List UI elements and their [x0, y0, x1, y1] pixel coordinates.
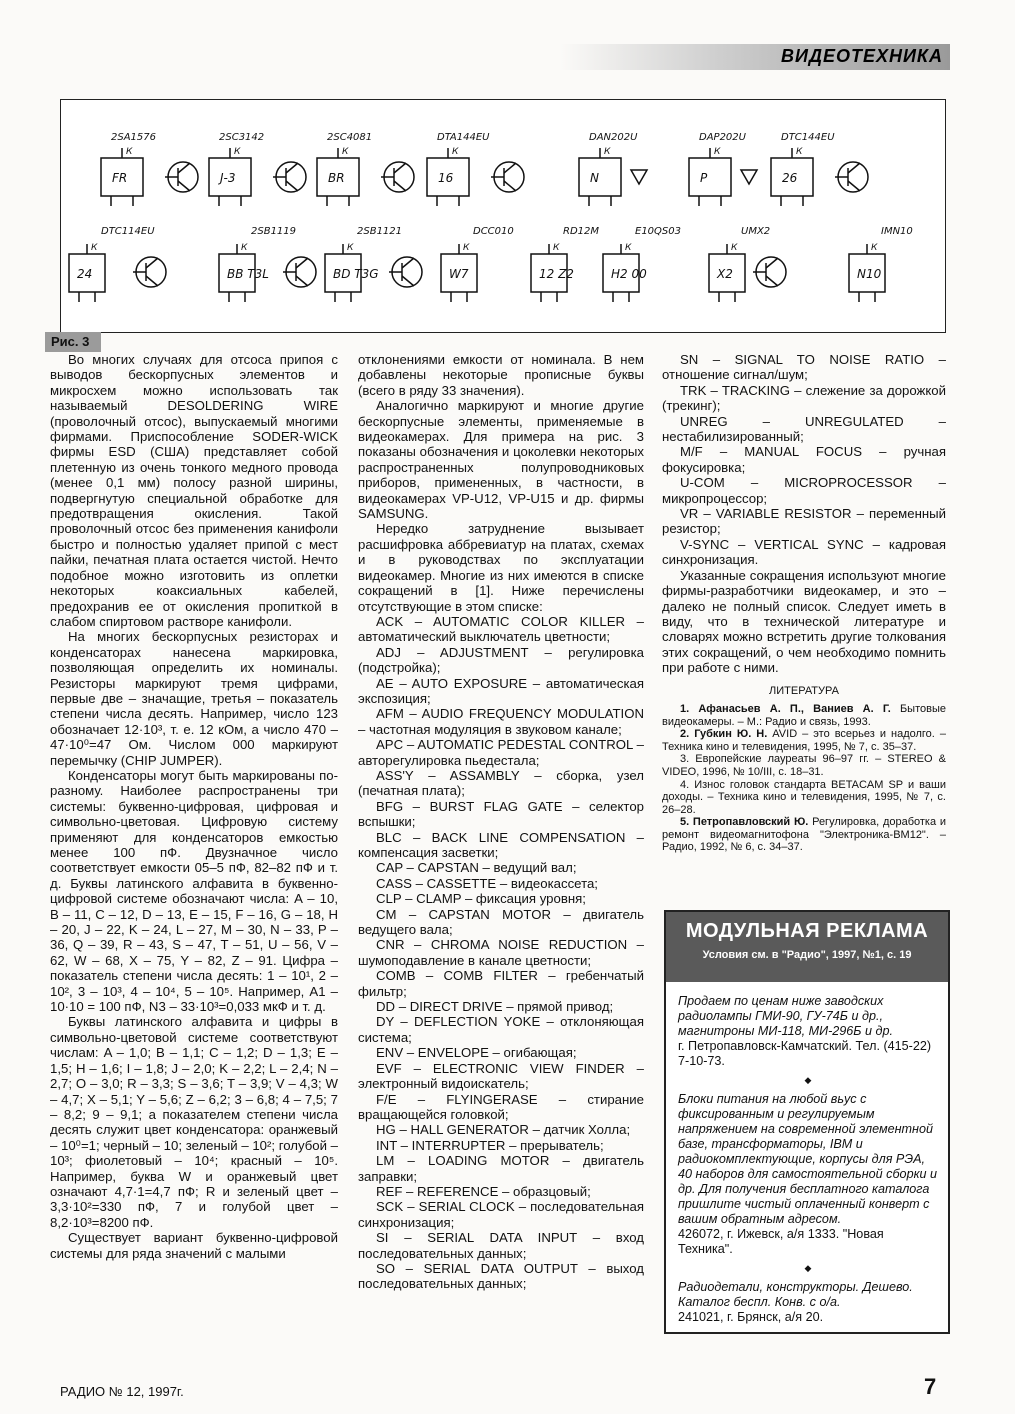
abbreviation-item: ADJ – ADJUSTMENT – регулировка (подстройка); — [358, 644, 644, 676]
pin-label: К — [241, 243, 248, 253]
transistor-emitter — [146, 276, 158, 286]
pin-label: К — [553, 243, 560, 253]
transistor-collector — [394, 163, 406, 173]
transistor-emitter — [178, 181, 190, 191]
abbreviation-item: BFG – BURST FLAG GATE – селектор вспышки; — [358, 798, 644, 830]
abbreviation-item: AE – AUTO EXPOSURE – автоматическая экспозиция; — [358, 675, 644, 706]
component-diagram — [61, 100, 945, 332]
component-marking: 16 — [438, 171, 454, 185]
abbreviation-item: ENV – ENVELOPE – огибающая; — [376, 1045, 577, 1061]
abbreviation-item: DD – DIRECT DRIVE – прямой привод; — [376, 999, 614, 1015]
component-marking: BR — [328, 171, 345, 185]
abbreviation-item: VR – VARIABLE RESISTOR – переменный резистор; — [662, 506, 946, 537]
abbreviation-list — [358, 614, 644, 1292]
abbreviation-item: REF – REFERENCE – образцовый; — [376, 1183, 591, 1199]
transistor-collector — [296, 258, 308, 268]
abbreviation-item: UNREG – UNREGULATED – нестабилизированный; — [662, 413, 946, 445]
pin-label: К — [342, 147, 349, 157]
pin-label: К — [731, 243, 738, 253]
transistor-collector — [766, 258, 778, 268]
ad-text: Продаем по ценам ниже заводских радиолампы ГМИ-90, ГУ-74Б и др., магнитроны МИ-118, МИ-296Б и др. — [678, 994, 893, 1038]
abbreviation-item: DY – DEFLECTION YOKE – отклоняющая система; — [358, 1014, 644, 1045]
abbreviation-item: TRK – TRACKING – слежение за дорожкой (трекинг); — [662, 382, 946, 414]
paragraph: Нередко затруднение вызывает расшифровка аббревиатур на платах, схемах и в руководствах по эксплуатации видеокамер. Многие из них имеются в списке сокращений в [1]. Ниже перечислены отсутствующие в этом списке: — [358, 521, 644, 614]
page-number: 7 — [924, 1374, 937, 1399]
pin-label: К — [871, 243, 878, 253]
component-marking: BB T3L — [227, 267, 269, 281]
literature-text: 4. Износ головок стандарта BETACAM SP и ваши доходы. – Техника кино и телевидения, 1995, № 7, с. 26–28. — [662, 778, 946, 816]
ad-address: 241021, г. Брянск, а/я 20. — [678, 1310, 824, 1324]
paragraph: отклонениями емкости от номинала. В нем добавлены некоторые прописные буквы (всего в ряду 33 значения). — [358, 352, 644, 398]
ad-subtitle: Условия см. в "Радио", 1997, №1, с. 19 — [702, 949, 912, 961]
literature-item — [662, 703, 946, 728]
component-marking: FR — [112, 171, 128, 185]
abbreviation-item: CNR – CHROMA NOISE REDUCTION – шумоподавление в канале цветности; — [358, 937, 644, 968]
abbreviation-item: M/F – MANUAL FOCUS – ручная фокусировка; — [662, 444, 946, 475]
component-marking: W7 — [449, 267, 469, 281]
pin-label: К — [604, 147, 611, 157]
part-number: IMN10 — [881, 226, 913, 237]
part-number: E10QS03 — [635, 226, 681, 237]
section-title: ВИДЕОТЕХНИКА — [781, 46, 943, 66]
abbreviation-item: SI – SERIAL DATA INPUT – вход последовательных данных; — [358, 1230, 644, 1261]
part-number: RD12M — [563, 226, 600, 237]
part-number: DAP202U — [699, 132, 746, 143]
component-marking: BD T3G — [333, 267, 379, 281]
part-number: 2SB1119 — [251, 226, 297, 237]
pin-label: К — [126, 147, 133, 157]
paragraph: Указанные сокращения используют многие фирмы-разработчики видеокамер, и это – далеко не полный список. Следует иметь в виду, что в технической литературе и словарях можно встретить другие толкования этих сокращений, о чем необходимо помнить при работе с ними. — [662, 567, 946, 676]
abbreviation-item: APC – AUTOMATIC PEDESTAL CONTROL – авторегулировка пьедестала; — [358, 737, 644, 768]
literature-item — [662, 753, 946, 778]
part-number: 2SA1576 — [111, 132, 156, 143]
ad-separator: ◆ — [804, 1263, 812, 1273]
part-number: 2SC3142 — [219, 132, 265, 143]
ad-text: Блоки питания на любой вьус с фиксированным и регулируемым напряжением на современной элементной базе, трансформаторы, IBM и радиокомплектующие, корпусы для РЭА, 40 наборов для самостоятельной сборки и др. Для получения бесплатного каталога пришлите чистый оплаченный конверт с вашим обратным адресом. — [678, 1092, 938, 1226]
abbreviation-item: SN – SIGNAL TO NOISE RATIO – отношение сигнал/шум; — [662, 352, 946, 383]
part-number: DTC144EU — [781, 132, 835, 143]
ad-address: 426072, г. Ижевск, а/я 1333. "Новая Техника". — [678, 1227, 884, 1256]
abbreviation-list — [662, 352, 946, 568]
transistor-collector — [504, 163, 516, 173]
part-number: UMX2 — [741, 226, 771, 237]
pin-label: К — [796, 147, 803, 157]
component-package — [579, 158, 621, 196]
component-marking: H2 00 — [611, 267, 647, 281]
component-marking: P — [700, 171, 708, 185]
transistor-emitter — [504, 181, 516, 191]
ad-header — [666, 912, 948, 982]
abbreviation-item: SCK – SERIAL CLOCK – последовательная синхронизация; — [358, 1199, 644, 1230]
abbreviation-item: EVF – ELECTRONIC VIEW FINDER – электронный видоискатель; — [358, 1060, 644, 1092]
literature-item — [662, 816, 946, 854]
pin-label: К — [347, 243, 354, 253]
paragraph: Аналогично маркируют и многие другие бескорпусные элементы, применяемые в видеокамерах. Для примера на рис. 3 показаны обозначения и цоколевки некоторых распространенных полупроводниковых приборов, примененных, в частности, в видеокамерах VP-U12, VP-U15 и др. фирмы SAMSUNG. — [358, 398, 644, 522]
literature-text: Бытовые видеокамеры. – М.: Радио и связь, 1993. — [662, 702, 946, 728]
component-marking: 24 — [77, 267, 93, 281]
paragraph: Существует вариант буквенно-цифровой системы для ряда значений с малыми — [50, 1230, 338, 1261]
column-3 — [662, 352, 946, 854]
figure-3 — [60, 99, 946, 333]
literature-author: 1. Афанасьев А. П., Ваниев А. Г. — [680, 702, 891, 715]
part-number: DTA144EU — [437, 132, 490, 143]
pin-label: К — [452, 147, 459, 157]
component-marking: 12 Z2 — [539, 267, 574, 281]
abbreviation-item: BLC – BACK LINE COMPENSATION – компенсация засветки; — [358, 829, 644, 860]
component-marking: 26 — [782, 171, 798, 185]
abbreviation-item: COMB – COMB FILTER – гребенчатый фильтр; — [358, 968, 644, 999]
literature-item — [662, 779, 946, 817]
transistor-collector — [402, 258, 414, 268]
column-1 — [50, 352, 338, 1261]
literature-item — [662, 728, 946, 753]
abbreviation-item: HG – HALL GENERATOR – датчик Холла; — [376, 1122, 631, 1138]
abbreviation-item: SO – SERIAL DATA OUTPUT – выход последовательных данных; — [358, 1260, 644, 1292]
abbreviation-item: LM – LOADING MOTOR – двигатель заправки; — [358, 1153, 644, 1184]
part-number: 2SC4081 — [327, 132, 373, 143]
component-marking: N — [590, 171, 599, 185]
abbreviation-item: CLP – CLAMP – фиксация уровня; — [376, 891, 586, 907]
transistor-collector — [146, 258, 158, 268]
diode-symbol — [741, 170, 757, 184]
footer-issue: РАДИО № 12, 1997г. — [60, 1384, 184, 1399]
transistor-emitter — [848, 181, 860, 191]
component-marking: N10 — [857, 267, 882, 281]
pin-label: К — [714, 147, 721, 157]
ad-separator: ◆ — [804, 1075, 812, 1085]
abbreviation-item: CAP – CAPSTAN – ведущий вал; — [376, 860, 577, 876]
figure-caption: Рис. 3 — [45, 332, 101, 352]
pin-label: К — [91, 243, 98, 253]
part-number: DTC114EU — [101, 226, 155, 237]
transistor-collector — [286, 163, 298, 173]
literature-text: AVID – это всерьез и надолго. – Техника кино и телевидения, 1995, № 7, с. 35–37. — [662, 728, 946, 753]
paragraph: Во многих случаях для отсоса припоя с выводов бескорпусных элементов и микросхем можно использовать так называемый DESOLDERING WIRE (проволочный отсос), выпускаемый многими фирмами. Приспособление SODER-WICK фирмы ESD (США) представляет собой плетенную из очень тонкого медного провода (менее 0,1 мм) полосу разной ширины, подвергнутую специальной обработке для предотвращения окисления. Такой проволочный отсос без применения канифоли быстро и полностью удаляет припой с мест пайки, печатная плата остается чистой. Нечто подобное можно изготовить из оплетки некоторых коаксиальных кабелей, предохранив ее от окисления пропиткой в слабом спиртовом растворе канифоли. — [50, 352, 338, 629]
part-number: DAN202U — [589, 132, 638, 143]
paragraph: Конденсаторы могут быть маркированы по-разному. Наиболее распространены три системы: буквенно-цифровая, цифровая и символьно-цветовая. Цифровую систему применяют для конденсаторов емкостью менее 100 пФ. Двузначное число соответствует емкости 05–5 пФ, 82–82 пФ и т. д. Буквы латинского алфавита в буквенно-цифровой системе обозначают числа: A – 10, B – 11, C – 12, D – 13, E – 15, F – 16, G – 18, H – 20, J – 22, K – 24, L – 27, M – 30, N – 33, P – 36, Q – 39, R – 43, S – 47, T – 51, U – 56, V – 62, W – 68, X – 75, Y – 82, Z – 91. Цифра – показатель степени числа десять: 1 – 10¹, 2 – 10², 3 – 10³, 4 – 10⁴, 5 – 10⁵. Например, A1 – 10·10 = 100 пФ, N3 – 33·10³=0,033 мкФ и т. д. — [50, 767, 338, 1015]
abbreviation-item: ASS'Y – ASSAMBLY – сборка, узел (печатная плата); — [358, 767, 644, 799]
transistor-emitter — [394, 181, 406, 191]
transistor-emitter — [766, 276, 778, 286]
abbreviation-item: INT – INTERRUPTER – прерыватель; — [376, 1137, 604, 1153]
part-number: DCC010 — [473, 226, 514, 237]
part-number: 2SB1121 — [357, 226, 403, 237]
literature-author: 2. Губкин Ю. Н. — [680, 728, 768, 741]
transistor-emitter — [296, 276, 308, 286]
modular-ad — [664, 910, 950, 1334]
abbreviation-item: CM – CAPSTAN MOTOR – двигатель ведущего вала; — [358, 906, 644, 938]
ad-body — [666, 982, 948, 1325]
abbreviation-item: CASS – CASSETTE – видеокассета; — [376, 875, 598, 891]
transistor-emitter — [402, 276, 414, 286]
literature-heading: ЛИТЕРАТУРА — [769, 684, 839, 697]
transistor-emitter — [286, 181, 298, 191]
ad-title: МОДУЛЬНАЯ РЕКЛАМА — [685, 920, 929, 942]
abbreviation-item: AFM – AUDIO FREQUENCY MODULATION – частотная модуляция в звуковом канале; — [358, 706, 644, 737]
abbreviation-item: ACK – AUTOMATIC COLOR KILLER – автоматический выключатель цветности; — [358, 613, 644, 645]
ad-text: Радиодетали, конструкторы. Дешево. Каталог беспл. Конв. с о/а. — [678, 1280, 913, 1309]
literature-text: 3. Европейские лауреаты 96–97 гг. – STEREO & VIDEO, 1996, № 10/III, с. 18–31. — [662, 753, 946, 778]
ad-address: г. Петропавловск-Камчатский. Тел. (415-22) 7-10-73. — [678, 1039, 932, 1068]
abbreviation-item: V-SYNC – VERTICAL SYNC – кадровая синхронизация. — [662, 536, 946, 568]
component-marking: J-3 — [220, 171, 236, 185]
pin-label: К — [463, 243, 470, 253]
pin-label: К — [625, 243, 632, 253]
abbreviation-item: F/E – FLYINGERASE – стирание вращающейся головкой; — [358, 1091, 644, 1122]
literature-author: 5. Петропавловский Ю. — [680, 816, 809, 829]
pin-label: К — [234, 147, 241, 157]
column-2 — [358, 352, 644, 1292]
literature-list — [662, 703, 946, 854]
component-package — [689, 158, 731, 196]
paragraph: На многих бескорпусных резисторах и конденсаторах нанесена маркировка, позволяющая определить их номиналы. Резисторы маркируют тремя цифрами, первые две – значащие, третья – показатель степени числа десять. Например, число 123 обозначает 12·10³, т. е. 12 кОм, а число 470 – 47·10⁰=47 Ом. Числом 000 маркируют перемычку (CHIP JUMPER). — [50, 629, 338, 768]
transistor-collector — [848, 163, 860, 173]
component-marking: X2 — [717, 267, 733, 281]
paragraph: Буквы латинского алфавита и цифры в символьно-цветовой системе соответствуют числам: A – 1,0; B – 1,1; C – 1,2; D – 1,3; E – 1,5; H – 1,6; I – 1,8; J – 2,0; K – 2,2; L – 2,4; N – 2,7; O – 3,0; R – 3,3; S – 3,6; T – 3,9; V – 4,3; W – 4,7; X – 5,1; Y – 5,6; Z – 6,2; 3 – 6,8; 4 – 7,5; 7 – 8,2; 9 – 9,1; а показателем степени числа десять служит цвет конденсатора: оранжевый – 10⁰=1; черный – 10; зеленый – 10²; голубой – 10³; фиолетовый – 10⁴; красный – 10⁵. Например, буква W и оранжевый цвет означают 4,7·1=4,7 пФ; R и зеленый цвет – 3,3·10²=330 пФ, 7 и голубой цвет – 8,2·10³=8200 пФ. — [50, 1014, 338, 1230]
diode-symbol — [631, 170, 647, 184]
literature-text: Регулировка, доработка и ремонт видеомагнитофона "Электроника-ВМ12". – Радио, 1992, № 6, с. 34–37. — [662, 816, 946, 854]
abbreviation-item: U-COM – MICROPROCESSOR – микропроцессор; — [662, 475, 946, 506]
transistor-collector — [178, 163, 190, 173]
